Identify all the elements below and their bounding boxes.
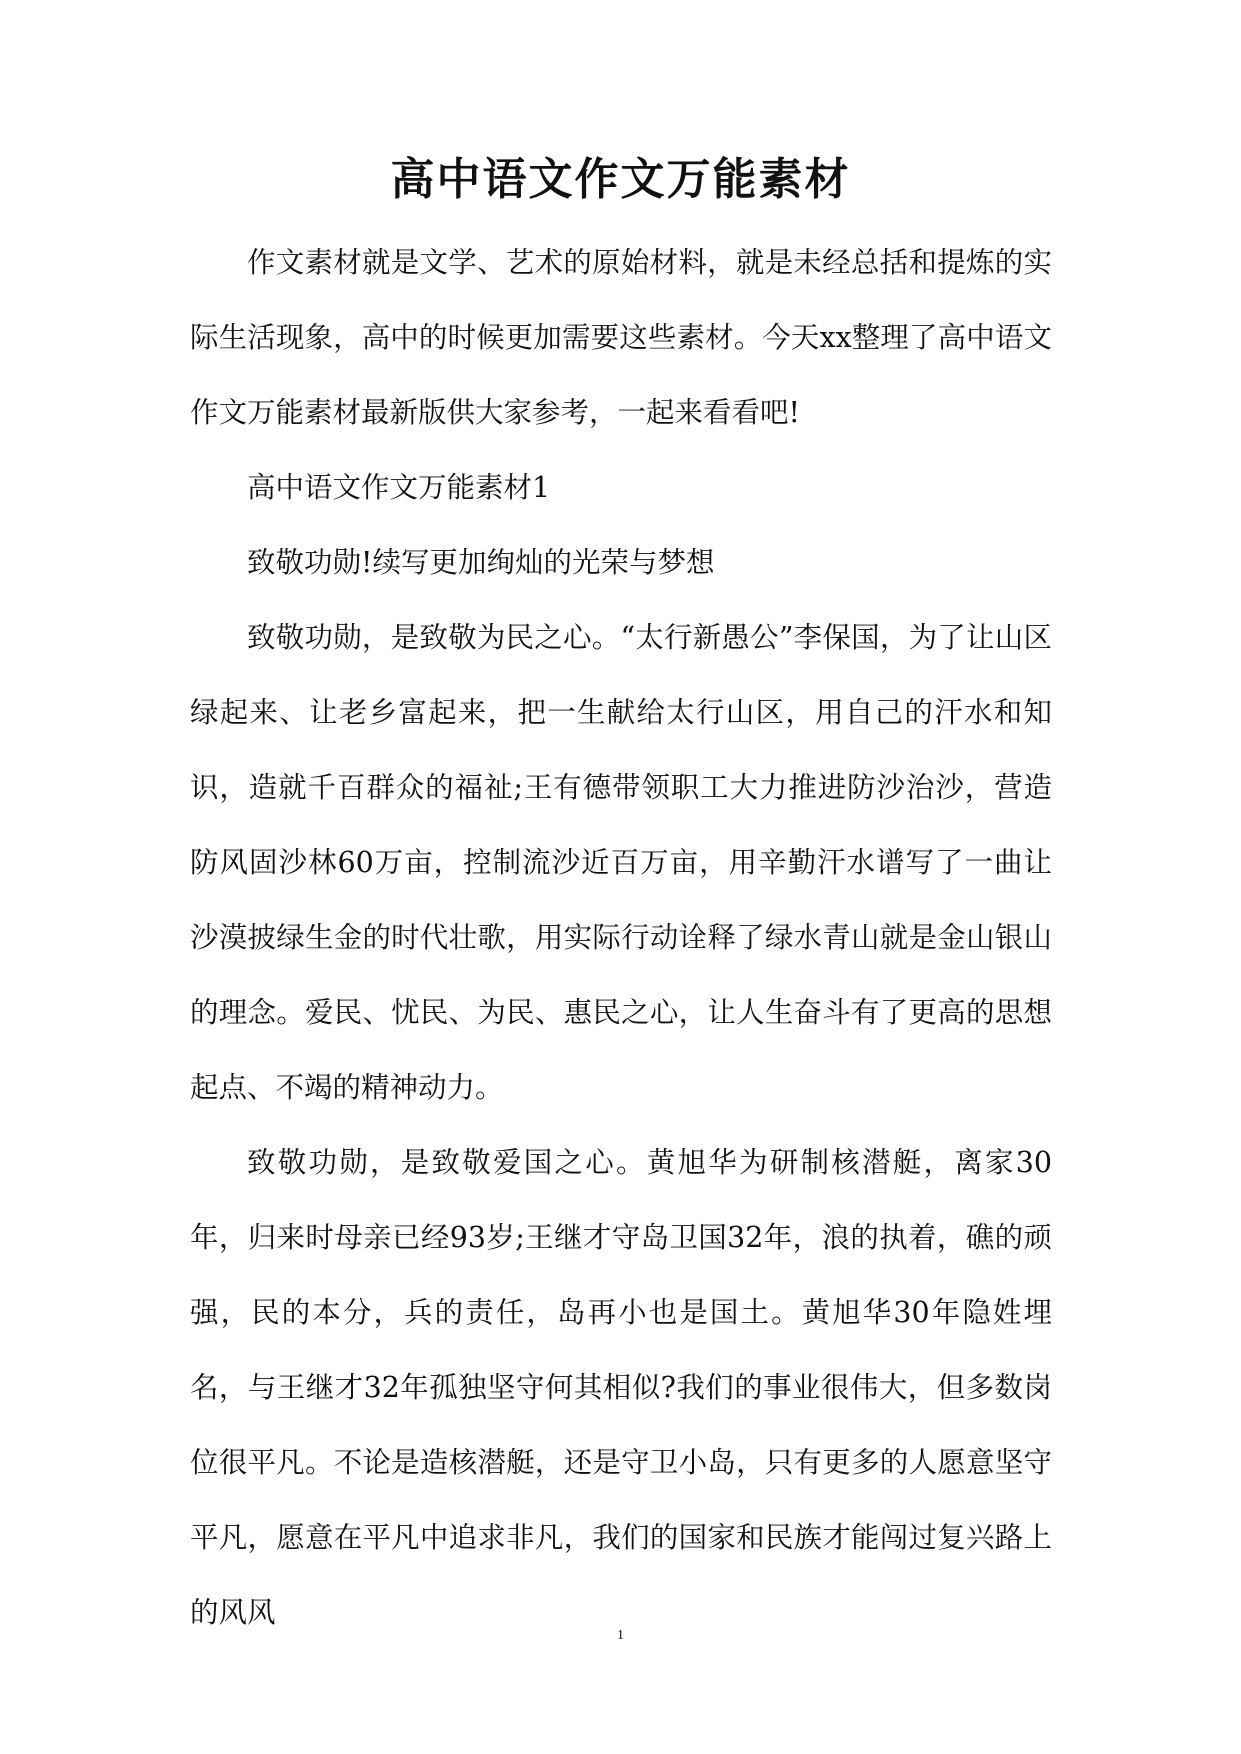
paragraph-patriotism: 致敬功勋，是致敬爱国之心。黄旭华为研制核潜艇，离家30年，归来时母亲已经93岁;王继才守岛卫国32年，浪的执着，礁的顽强，民的本分，兵的责任，岛再小也是国土。黄旭华30年隐姓埋名，与王继才32年孤独坚守何其相似?我们的事业很伟大，但多数岗位很平凡。不论是造核潜艇，还是守卫小岛，只有更多的人愿意坚守平凡，愿意在平凡中追求非凡，我们的国家和民族才能闯过复兴路上的风风: [190, 1146, 1052, 1629]
subheading: 致敬功勋!续写更加绚灿的光荣与梦想: [247, 546, 715, 579]
document-body: [190, 225, 1052, 1650]
page-number: 1: [617, 1628, 624, 1643]
paragraph-for-the-people: 致敬功勋，是致敬为民之心。“太行新愚公”李保国，为了让山区绿起来、让老乡富起来，把一生献给太行山区，用自己的汗水和知识，造就千百群众的福祉;王有德带领职工大力推进防沙治沙，营造防风固沙林60万亩，控制流沙近百万亩，用辛勤汗水谱写了一曲让沙漠披绿生金的时代壮歌，用实际行动诠释了绿水青山就是金山银山的理念。爱民、忧民、为民、惠民之心，让人生奋斗有了更高的思想起点、不竭的精神动力。: [190, 621, 1052, 1104]
section-heading: 高中语文作文万能素材1: [247, 471, 551, 504]
document-title: 高中语文作文万能素材: [390, 154, 851, 205]
paragraph-intro: 作文素材就是文学、艺术的原始材料，就是未经总括和提炼的实际生活现象，高中的时候更加需要这些素材。今天xx整理了高中语文作文万能素材最新版供大家参考，一起来看看吧!: [190, 246, 1052, 429]
